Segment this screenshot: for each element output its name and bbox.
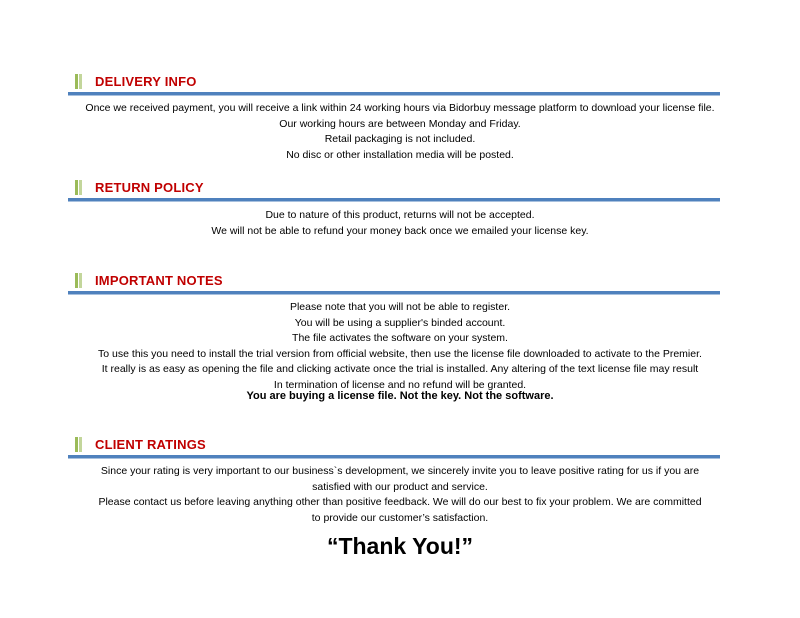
heading-divider [68, 291, 720, 295]
heading-divider [68, 92, 720, 96]
important-notes-line: In termination of license and no refund will be granted. [273, 378, 527, 391]
delivery-info-heading [0, 72, 800, 92]
return-policy-title: RETURN POLICY [95, 180, 204, 195]
return-policy-section [0, 178, 800, 198]
important-notes-line: The file activates the software on your system. [292, 332, 508, 344]
section-marker-icon [75, 180, 82, 195]
license-file-notice: You are buying a license file. Not the key. Not the software. [246, 390, 554, 402]
client-ratings-line: satisfied with our product and service. [312, 480, 488, 493]
delivery-info-title: DELIVERY INFO [95, 74, 197, 89]
important-notes-body [60, 300, 740, 393]
client-ratings-heading [0, 435, 800, 455]
heading-divider [68, 198, 720, 202]
important-notes-section [0, 271, 800, 291]
delivery-info-body [60, 101, 740, 163]
important-notes-title: IMPORTANT NOTES [95, 273, 223, 288]
section-marker-icon [75, 437, 82, 452]
heading-divider [68, 455, 720, 459]
client-ratings-line: Since your rating is very important to our business`s development, we sincerely invite you to leave positive rating for us if you are [100, 465, 700, 477]
delivery-line: Once we received payment, you will receive a link within 24 working hours via Bidorbuy message platform to download your license file. [85, 102, 715, 114]
important-notes-line: It really is as easy as opening the file and clicking activate once the trial is installed. Any altering of the text license file may result [101, 363, 699, 375]
return-policy-heading [0, 178, 800, 198]
section-marker-icon [75, 273, 82, 288]
client-ratings-section [0, 435, 800, 455]
return-policy-line: We will not be able to refund your money back once we emailed your license key. [211, 224, 589, 237]
delivery-info-section [0, 72, 800, 92]
delivery-line: No disc or other installation media will be posted. [286, 148, 514, 161]
delivery-line: Our working hours are between Monday and Friday. [279, 117, 521, 130]
important-notes-line: Please note that you will not be able to register. [289, 301, 511, 313]
client-ratings-body [60, 464, 740, 526]
important-notes-heading [0, 271, 800, 291]
return-policy-line: Due to nature of this product, returns will not be accepted. [265, 209, 535, 221]
client-ratings-line: Please contact us before leaving anything other than positive feedback. We will do our best to fix your problem. We are committed [98, 496, 702, 508]
return-policy-body [60, 208, 740, 239]
thank-you-message: “Thank You!” [326, 533, 474, 559]
section-marker-icon [75, 74, 82, 89]
important-notes-line: To use this you need to install the trial version from official website, then use the license file downloaded to activate to the Premier. [98, 347, 702, 360]
client-ratings-title: CLIENT RATINGS [95, 437, 206, 452]
delivery-line: Retail packaging is not included. [324, 133, 476, 145]
important-notes-line: You will be using a supplier's binded account. [294, 316, 506, 329]
client-ratings-line: to provide our customer’s satisfaction. [311, 511, 489, 524]
